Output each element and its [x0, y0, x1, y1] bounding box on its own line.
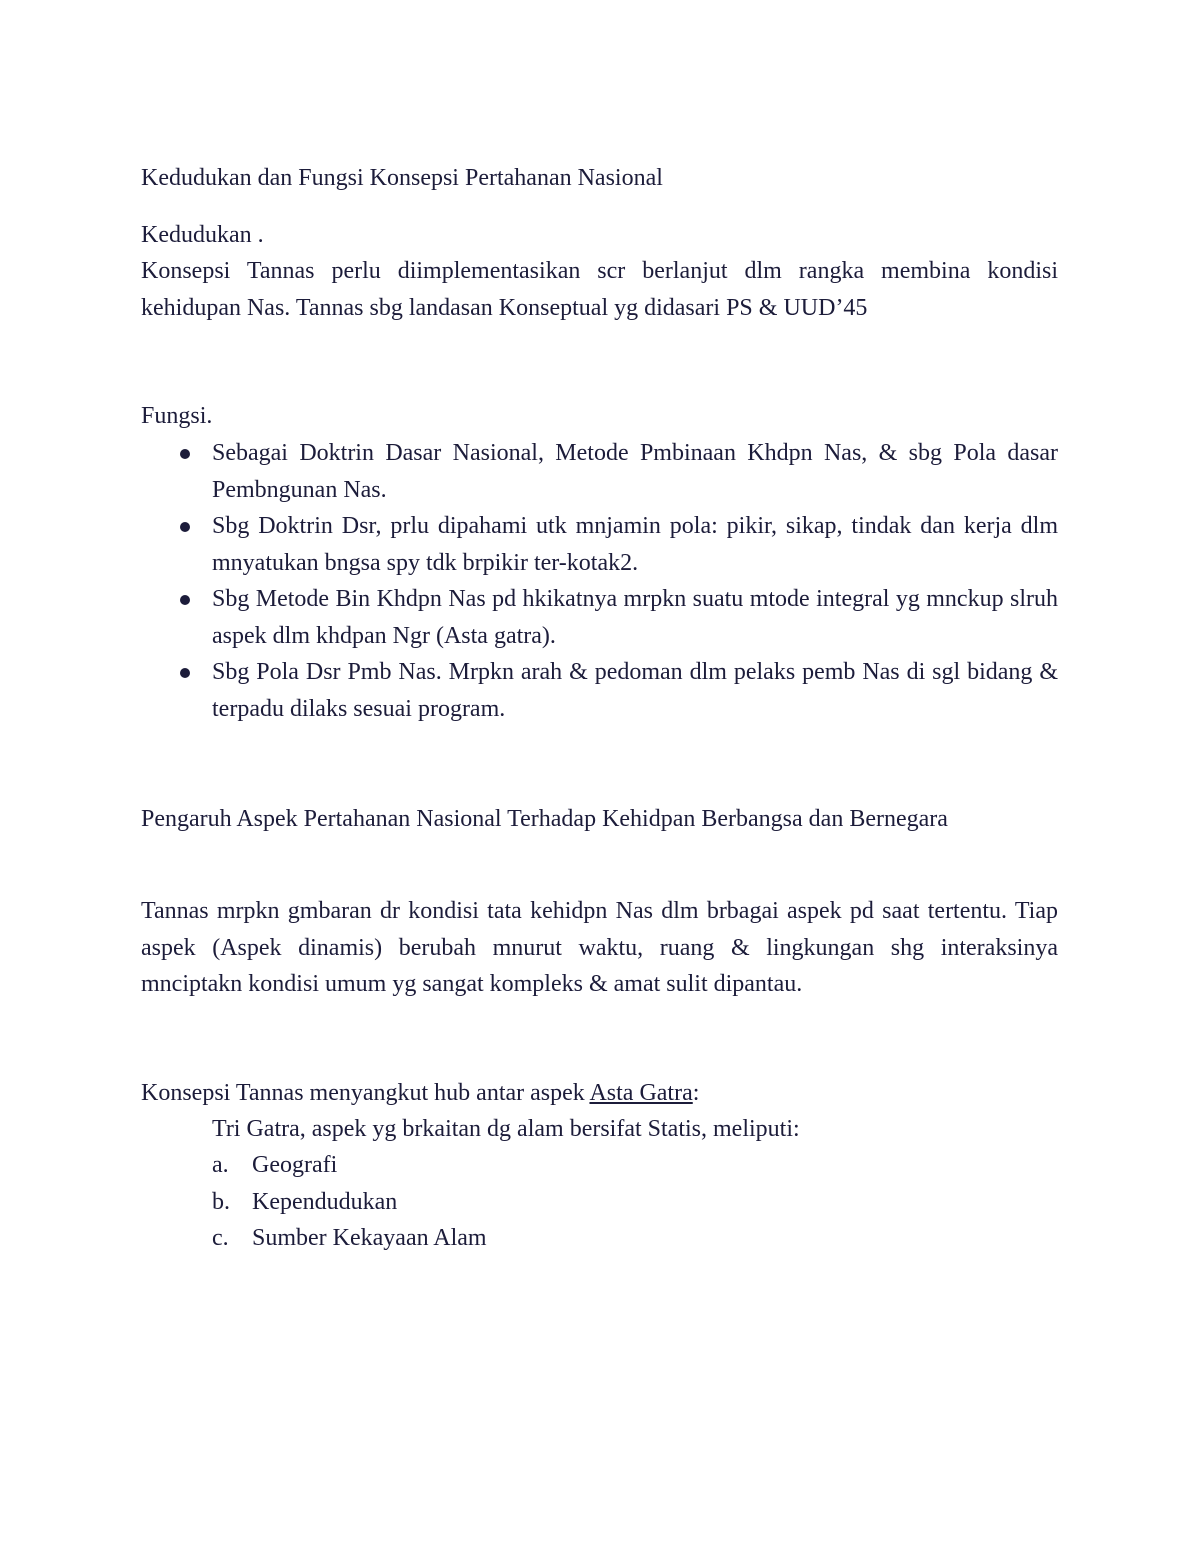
section-title-pengaruh — [141, 801, 1058, 838]
kedudukan-label: Kedudukan . — [141, 222, 264, 248]
list-item-text: Sbg Pola Dsr Pmb Nas. Mrpkn arah & pedoman dlm pelaks pemb Nas di sgl bidang & terpadu dilaks sesuai program. — [212, 659, 1058, 722]
asta-prefix: Konsepsi Tannas menyangkut hub antar aspek — [141, 1080, 590, 1106]
tri-gatra-intro: Tri Gatra, aspek yg brkaitan dg alam bersifat Statis, meliputi: — [212, 1116, 800, 1142]
bullet-icon — [180, 595, 190, 605]
section-title-pengaruh-text: Pengaruh Aspek Pertahanan Nasional Terhadap Kehidpan Berbangsa dan Bernegara — [141, 806, 948, 832]
list-marker: a. — [212, 1152, 229, 1178]
section-title-kedudukan-fungsi: Kedudukan dan Fungsi Konsepsi Pertahanan Nasional — [141, 165, 663, 191]
list-item — [141, 508, 1058, 581]
tri-gatra-list — [212, 1147, 1058, 1257]
asta-suffix: : — [692, 1080, 700, 1106]
pengaruh-paragraph: Tannas mrpkn gmbaran dr kondisi tata kehidpn Nas dlm brbagai aspek pd saat tertentu. Tiap aspek (Aspek dinamis) berubah mnurut waktu, ruang & lingkungan shg interaksinya mnciptakn kondisi umum yg sangat kompleks & amat sulit dipantau. — [141, 898, 1058, 997]
list-item-text: Sebagai Doktrin Dasar Nasional, Metode Pmbinaan Khdpn Nas, & sbg Pola dasar Pembngunan Nas. — [212, 440, 1058, 503]
list-item — [212, 1147, 1058, 1184]
asta-gatra-link[interactable]: Asta Gatra — [589, 1080, 693, 1106]
list-item-text: Sbg Metode Bin Khdpn Nas pd hkikatnya mrpkn suatu mtode integral yg mnckup slruh aspek dlm khdpan Ngr (Asta gatra). — [212, 586, 1058, 649]
fungsi-list — [141, 435, 1058, 727]
list-item — [212, 1220, 1058, 1257]
list-marker: b. — [212, 1188, 230, 1215]
bullet-icon — [180, 522, 190, 532]
list-item — [141, 435, 1058, 508]
list-marker: c. — [212, 1225, 229, 1251]
list-item — [212, 1184, 1058, 1221]
list-item-text: Sumber Kekayaan Alam — [252, 1225, 487, 1251]
asta-gatra-line — [141, 1075, 1058, 1112]
list-item — [141, 581, 1058, 654]
list-item — [141, 654, 1058, 727]
bullet-icon — [180, 449, 190, 459]
fungsi-label: Fungsi. — [141, 403, 213, 429]
bullet-icon — [180, 668, 190, 678]
list-item-text: Geografi — [252, 1152, 338, 1178]
list-item-text: Sbg Doktrin Dsr, prlu dipahami utk mnjamin pola: pikir, sikap, tindak dan kerja dlm mnyatukan bngsa spy tdk brpikir ter-kotak2. — [212, 513, 1058, 576]
kedudukan-paragraph: Konsepsi Tannas perlu diimplementasikan scr berlanjut dlm rangka membina kondisi kehidupan Nas. Tannas sbg landasan Konseptual yg didasari PS & UUD’45 — [141, 258, 1058, 321]
list-item-text: Kependudukan — [252, 1188, 398, 1215]
